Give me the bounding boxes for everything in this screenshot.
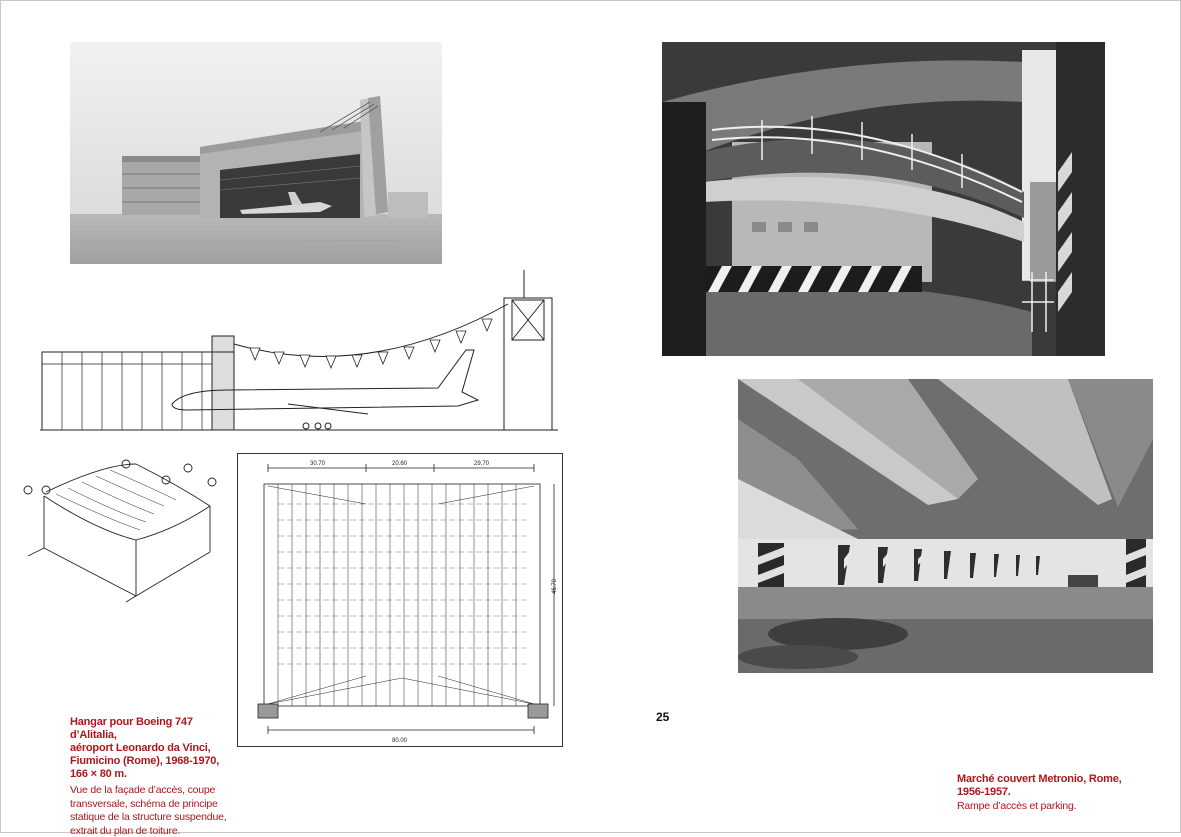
hangar-section-drawing [38,264,560,434]
caption-desc-line: Rampe d’accès et parking. [957,800,1137,813]
caption-title-line: 166 × 80 m. [70,768,240,781]
page-number: 25 [656,710,669,724]
caption-title-line: aéroport Leonardo da Vinci, [70,742,240,755]
caption-desc-line: transversale, schéma de principe [70,798,240,811]
metronio-caption [957,773,1137,813]
covered-parking-photo [738,379,1153,673]
spiral-ramp-photo [662,42,1105,356]
caption-desc-line: Vue de la façade d’accès, coupe [70,784,240,797]
roof-plan-drawing [237,453,563,747]
caption-desc-line: statique de la structure suspendue, [70,811,240,824]
hangar-caption [70,716,240,837]
dim-top-1: 30.70 [310,461,326,467]
dim-top-2: 20.60 [392,461,408,467]
suspended-structure-schema [16,456,224,606]
dim-bottom: 80.00 [392,738,408,744]
hangar-photo [70,42,442,298]
dim-top-3: 29.70 [474,461,490,467]
caption-title-line: Marché couvert Metronio, Rome, [957,773,1137,786]
dim-side: 46.70 [552,578,558,594]
caption-title-line: 1956-1957. [957,786,1137,799]
caption-desc-line: extrait du plan de toiture. [70,825,240,837]
caption-title-line: Hangar pour Boeing 747 d’Alitalia, [70,716,240,742]
caption-title-line: Fiumicino (Rome), 1968-1970, [70,755,240,768]
